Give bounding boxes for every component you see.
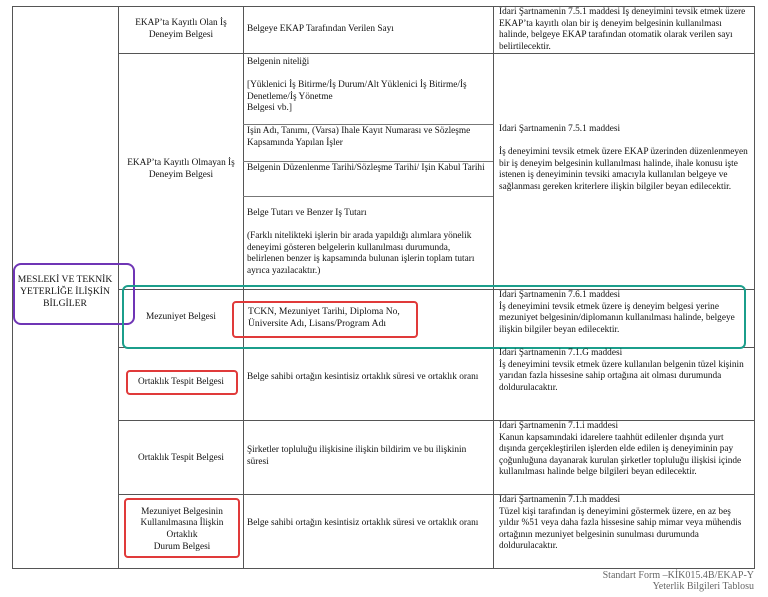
row-note: İdari Şartnamenin 7.6.1 maddesi İş deneyimini tevsik etmek üzere iş deneyim belgesi yerine mezuniyet belgesinin/diplomanın kullanılması halinde, belgeye ilişkin bilgiler beyan edilecektir. <box>499 290 735 335</box>
row-info: Belge sahibi ortağın kesintisiz ortaklık süresi ve ortaklık oranı <box>247 372 479 382</box>
purple-highlight-box <box>13 263 135 325</box>
row-name: Ortaklık Tespit Belgesi <box>138 453 224 464</box>
row-name-cell <box>122 10 240 50</box>
row-name: Ortaklık Tespit Belgesi <box>138 377 224 388</box>
row-note-cell <box>499 421 751 493</box>
row-info-part <box>247 57 489 123</box>
row-name: Mezuniyet Belgesinin Kullanılmasına İlişkin Ortaklık Durum Belgesi <box>140 506 224 552</box>
row-info: Belgenin Düzenlenme Tarihi/Sözleşme Tarihi/ İşin Kabul Tarihi <box>247 163 485 173</box>
row-info: İşin Adı, Tanımı, (Varsa) İhale Kayıt Numarası ve Sözleşme Kapsamında Yapılan İşler <box>247 126 471 148</box>
red-highlight-box <box>126 370 238 395</box>
row-name-cell <box>122 448 240 470</box>
row-note-cell <box>499 495 751 567</box>
row-note-cell <box>499 348 751 418</box>
row-info: Belge sahibi ortağın kesintisiz ortaklık süresi ve ortaklık oranı <box>247 518 479 528</box>
table-border-right <box>754 6 755 569</box>
green-highlight-box <box>122 285 746 349</box>
table-border-bottom <box>12 568 755 569</box>
row-info: Belgeye EKAP Tarafından Verilen Sayı <box>247 24 394 34</box>
footer-form-title: Yeterlik Bilgileri Tablosu <box>652 581 754 592</box>
row-info: Belge Tutarı ve Benzer İş Tutarı (Farklı nitelikteki işlerin bir arada yapıldığı alımlara yönelik deneyimi gösteren belgelerin kullanılması durumunda, belirlenen benzer iş kapsamında bulunan işlerin toplam tutarı ayrıca yazılacaktır.) <box>247 208 475 276</box>
row-info-cell <box>247 24 489 48</box>
row-info-cell <box>247 372 489 402</box>
row-note: İdari Şartnamenin 7.1.i maddesi Kanun kapsamındaki idarelere taahhüt edilenler dışında yurt dışında gerçekleştirilen işlerden elde edilen iş deneyiminin pay çoğunluğuna dayanarak kurulan şirketler topluluğu ilişkisi içinde kullanılması halinde belge bilgileri beyan edilecektir. <box>499 421 742 478</box>
sub-row-divider <box>243 196 493 197</box>
row-name: EKAP’ta Kayıtlı Olmayan İş Deneyim Belgesi <box>127 158 235 180</box>
row-note-cell <box>499 7 751 53</box>
row-note: İdari Şartnamenin 7.1.G maddesi İş deneyimini tevsik etmek üzere kullanılan belgenin tüzel kişinin yarıdan fazla hissesine sahip ortağına ait olması durumunda doldurulacaktır. <box>499 348 744 393</box>
row-info: TCKN, Mezuniyet Tarihi, Diploma No, Üniversite Adı, Lisans/Program Adı <box>248 306 400 329</box>
sub-row-divider <box>243 161 493 162</box>
row-name: EKAP’ta Kayıtlı Olan İş Deneyim Belgesi <box>135 18 227 40</box>
row-info-part <box>247 126 489 160</box>
row-note: İdari Şartnamenin 7.5.1 maddesi İş deneyimini tevsik etmek üzere EKAP üzerinden düzenlenmeyen bir iş deneyim belgesinin kullanılması halinde, ihale konusu işte istenen iş deneyiminin tevsiki amacıyla kullanılan belgeye ve sağlanması gereken kriterlere ilişkin bilgiler beyan edilecektir. <box>499 124 748 192</box>
row-note: İdari Şartnamenin 7.5.1 maddesi İş deneyimini tevsik etmek üzere EKAP’ta kayıtlı olan bir iş deneyim belgesinin kullanılması halinde, belgeye EKAP tarafından otomatik olarak verilen sayı belirtilecektir. <box>499 7 746 52</box>
red-highlight-box <box>124 498 240 558</box>
row-name: Mezuniyet Belgesi <box>146 312 216 323</box>
form-footer <box>603 570 754 592</box>
row-info-part <box>247 163 489 195</box>
row-note-cell <box>499 124 751 234</box>
row-info: Belgenin niteliği [Yüklenici İş Bitirme/İş Durum/Alt Yüklenici İş Bitirme/İş Denetleme/İş Yönetme Belgesi vb.] <box>247 57 467 114</box>
row-divider <box>118 53 755 54</box>
sub-row-divider <box>243 124 493 125</box>
footer-form-code: Standart Form –KİK015.4B/EKAP-Y <box>602 570 754 581</box>
row-info-part <box>247 208 489 288</box>
row-info-cell <box>247 445 489 475</box>
row-info: Şirketler topluluğu ilişkisine ilişkin bildirim ve bu ilişkinin süresi <box>247 445 467 467</box>
row-name-cell <box>122 150 240 190</box>
row-note: İdari Şartnamenin 7.1.h maddesi Tüzel kişi tarafından iş deneyimini göstermek üzere, en az beş yıldır %51 veya daha fazla hissesine sahip mimar veya mühendis ortağının mezuniyet belgesinin sunulması durumunda doldurulacaktır. <box>499 495 742 552</box>
row-info-cell <box>247 518 489 548</box>
category-text: MESLEKİ VE TEKNİK YETERLİĞE İLİŞKİN BİLGİLER <box>17 274 113 309</box>
